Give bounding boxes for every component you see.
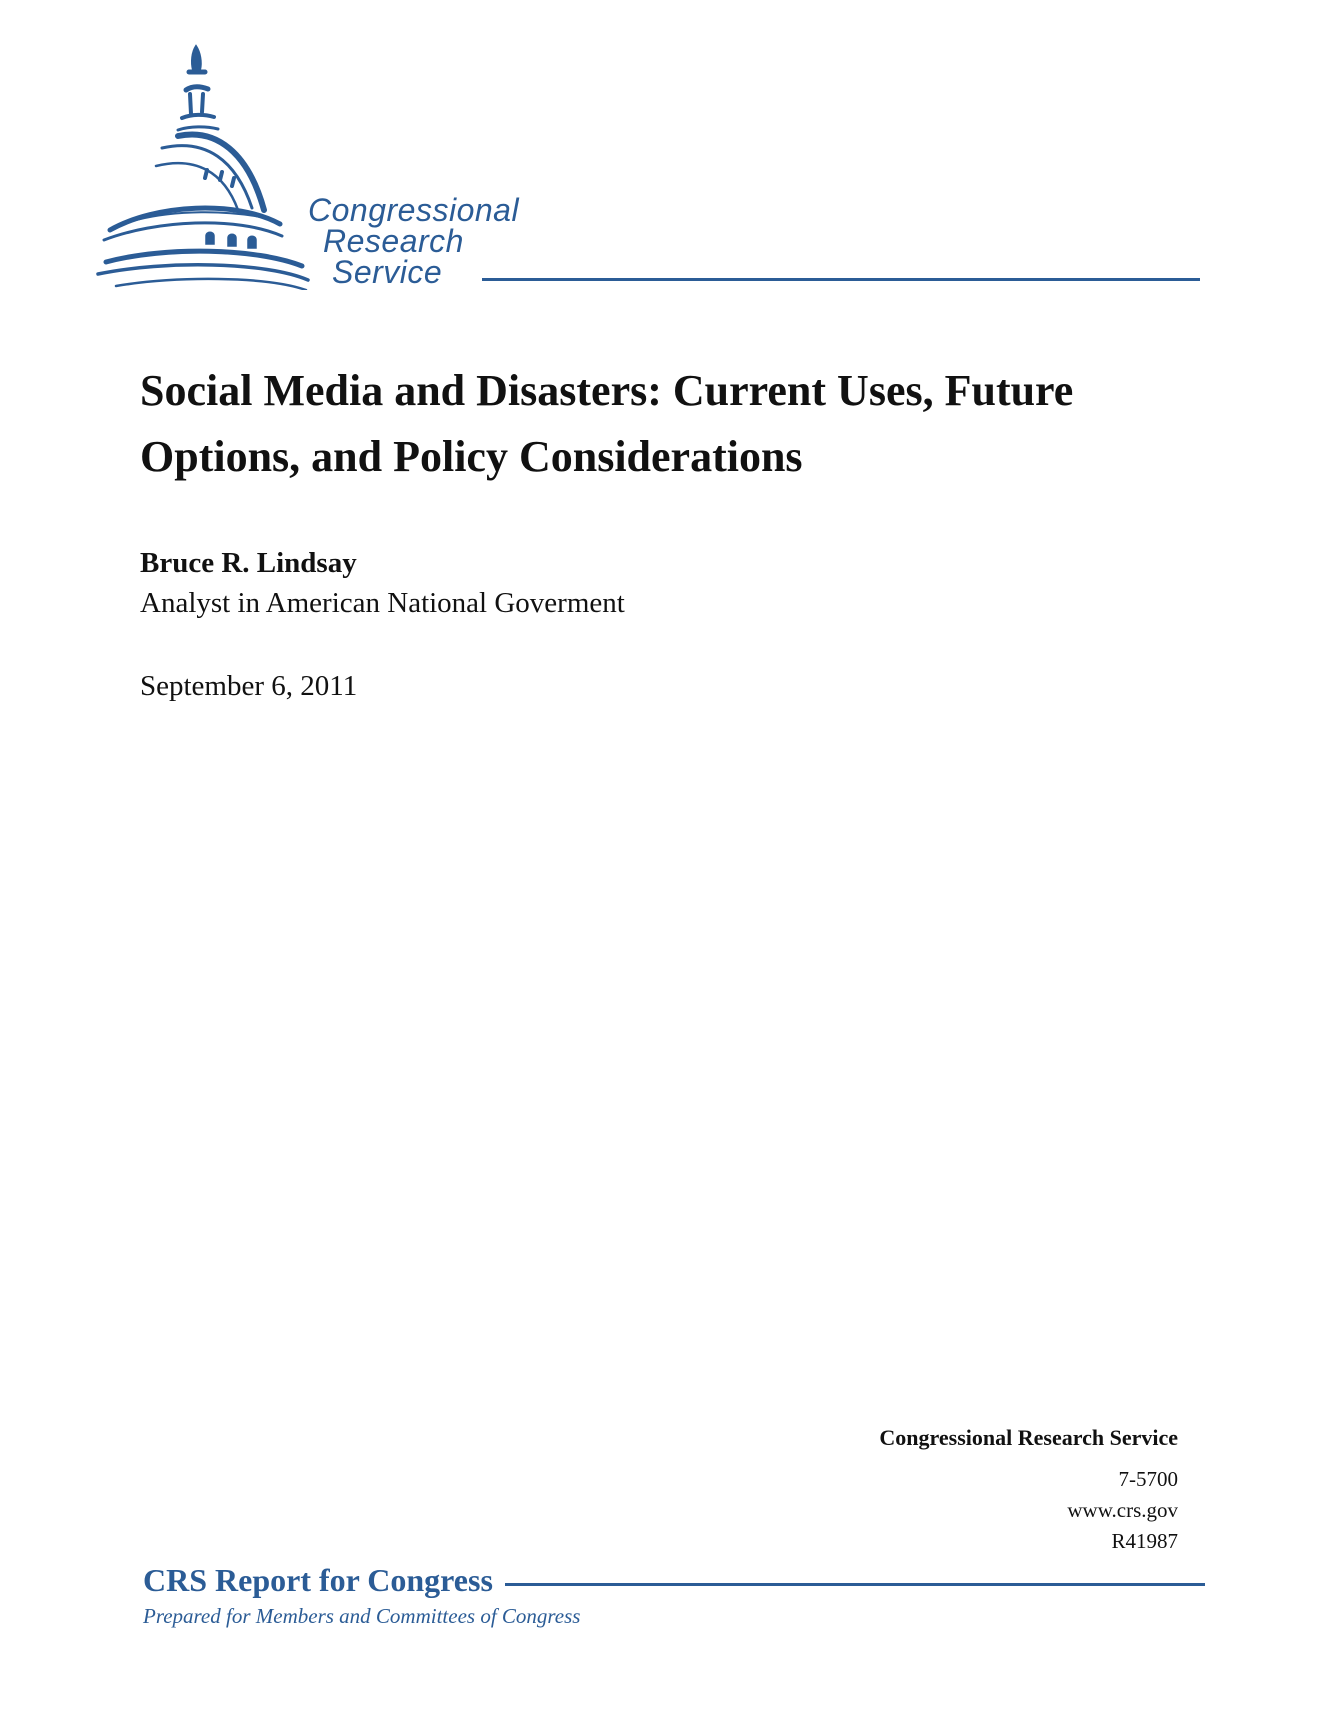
author-title: Analyst in American National Goverment [140, 587, 625, 619]
logo-line-1: Congressional [308, 192, 520, 228]
crs-logo-wordmark [308, 192, 520, 290]
footer-title: CRS Report for Congress [143, 1562, 493, 1598]
footer-rule [505, 1583, 1205, 1586]
report-date: September 6, 2011 [140, 670, 358, 702]
author-name: Bruce R. Lindsay [140, 547, 357, 579]
crs-logo [96, 40, 326, 290]
logo-line-2: Research [323, 223, 464, 259]
organization-name: Congressional Research Service [879, 1425, 1178, 1450]
footer-subtitle: Prepared for Members and Committees of Congress [143, 1604, 581, 1628]
phone-number: 7-5700 [1118, 1467, 1178, 1491]
report-title: Social Media and Disasters: Current Uses, Future Options, and Policy Considerations [140, 366, 1074, 481]
capitol-dome-icon [96, 40, 326, 290]
header-rule [482, 278, 1200, 281]
report-metadata [879, 1424, 1178, 1557]
website-link[interactable]: www.crs.gov [1067, 1498, 1178, 1522]
report-number: R41987 [1111, 1529, 1178, 1553]
logo-line-3: Service [332, 254, 443, 290]
